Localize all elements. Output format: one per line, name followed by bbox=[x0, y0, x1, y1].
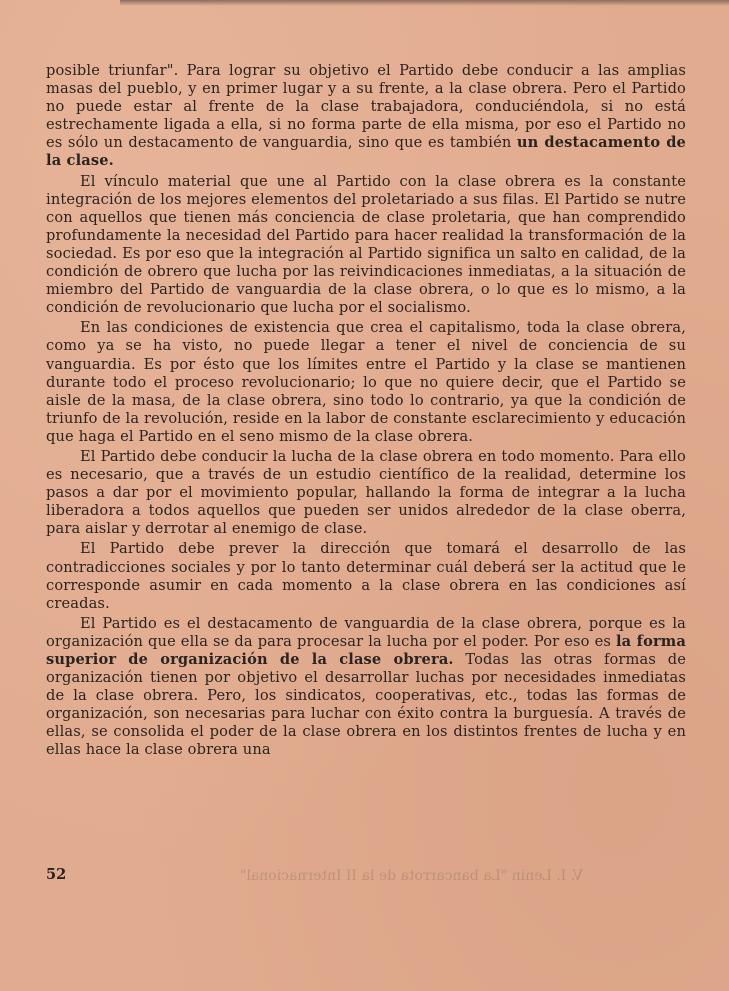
page-top-edge bbox=[120, 0, 729, 6]
bold-text: la forma superior de organización de la clase obrera. bbox=[46, 632, 686, 668]
body-text bbox=[46, 62, 686, 760]
paragraph bbox=[46, 62, 686, 171]
paragraph bbox=[46, 448, 686, 538]
text-run: El Partido debe prever la dirección que tomará el desarrollo de las contradicciones sociales y por lo tanto determinar cuál deberá ser la actitud que le corresponde asumir en cada momento a la clase obrera en las condiciones así creadas. bbox=[46, 540, 686, 612]
paragraph bbox=[46, 615, 686, 760]
paragraph bbox=[46, 173, 686, 318]
text-run: posible triunfar". Para lograr su objetivo el Partido debe conducir a las amplias masas del pueblo, y en primer lugar y a su frente, a la clase obrera. Pero el Partido no puede estar al frente de la clase trabajadora, conduciéndola, si no está estrechamente ligada a ella, si no forma parte de ella misma, por eso el Partido no es sólo un destacamento de vanguardia, sino que es también bbox=[46, 62, 686, 152]
show-through-text: V. I. Lenin "La bancarrota de la II Internacional" bbox=[240, 868, 583, 884]
text-run: En las condiciones de existencia que crea el capitalismo, toda la clase obrera, como ya se ha visto, no puede llegar a tener el nivel de conciencia de su vanguardia. Es por ésto que los límites entre el Partido y la clase se mantienen durante todo el proceso revolucionario; lo que no quiere decir, que el Partido se aisle de la masa, de la clase obrera, sino todo lo contrario, ya que la condición de triunfo de la revolución, reside en la labor de constante esclarecimiento y educación que haga el Partido en el seno mismo de la clase obrera. bbox=[46, 319, 686, 445]
paragraph bbox=[46, 540, 686, 612]
text-run: Todas las otras formas de organización tienen por objetivo el desarrollar luchas por necesidades inmediatas de la clase obrera. Pero, los sindicatos, cooperativas, etc., todas las formas de organización, son necesarias para luchar con éxito contra la burguesía. A través de ellas, se consolida el poder de la clase obrera en los distintos frentes de lucha y en ellas hace la clase obrera una bbox=[46, 651, 686, 759]
bold-text: un destacamento de la clase. bbox=[46, 134, 686, 170]
page-number: 52 bbox=[46, 866, 67, 883]
text-run: El vínculo material que une al Partido con la clase obrera es la constante integración de los mejores elementos del proletariado a sus filas. El Partido se nutre con aquellos que tienen más conciencia de clase proletaria, que han comprendido profundamente la necesidad del Partido para hacer realidad la transformación de la sociedad. Es por eso que la integración al Partido significa un salto en calidad, de la condición de obrero que lucha por las reivindicaciones inmediatas, a la situación de miembro del Partido de vanguardia de la clase obrera, o lo que es lo mismo, a la condición de revolucionario que lucha por el socialismo. bbox=[46, 172, 686, 317]
text-run: El Partido debe conducir la lucha de la clase obrera en todo momento. Para ello es necesario, que a través de un estudio científico de la realidad, determine los pasos a dar por el movimiento popular, hallando la forma de integrar a la lucha liberadora a todos aquellos que pueden ser unidos alrededor de la clase oberra, para aislar y derrotar al enemigo de clase. bbox=[46, 447, 686, 538]
paragraph bbox=[46, 319, 686, 446]
text-run: El Partido es el destacamento de vanguardia de la clase obrera, porque es la organización que ella se da para procesar la lucha por el poder. Por eso es bbox=[46, 614, 686, 650]
